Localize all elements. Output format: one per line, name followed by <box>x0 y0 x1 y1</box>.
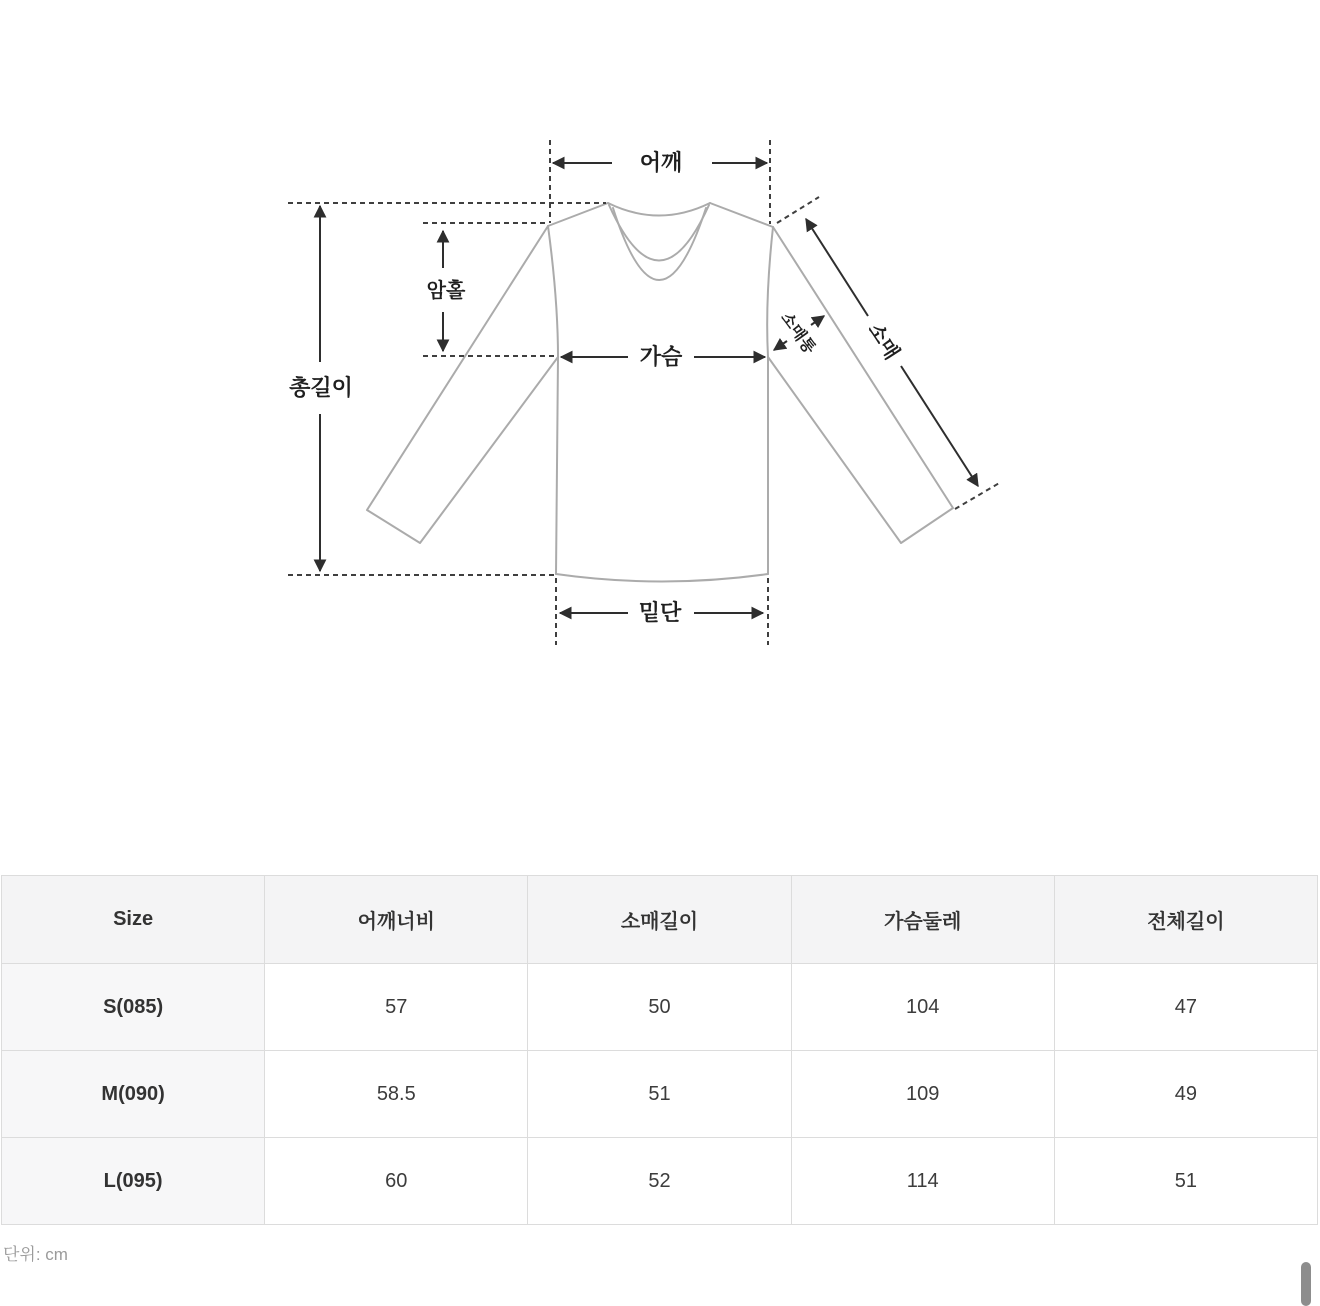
size-cell: M(090) <box>2 1051 265 1138</box>
chest-label: 가슴 <box>639 344 683 369</box>
table-row <box>2 964 1318 1051</box>
col-header-size: Size <box>2 876 265 964</box>
value-cell: 57 <box>265 964 528 1051</box>
size-cell: S(085) <box>2 964 265 1051</box>
measure-arrows <box>320 163 978 613</box>
col-header-chest-circumference: 가슴둘레 <box>791 876 1054 964</box>
value-cell: 104 <box>791 964 1054 1051</box>
tshirt-outline <box>367 203 953 582</box>
sleeve-label: 소매 <box>863 319 903 364</box>
col-header-total-length: 전체길이 <box>1054 876 1317 964</box>
shoulder-label: 어깨 <box>639 150 683 175</box>
col-header-shoulder-width: 어깨너비 <box>265 876 528 964</box>
table-header-row <box>2 876 1318 964</box>
guide-lines <box>288 140 1001 645</box>
value-cell: 47 <box>1054 964 1317 1051</box>
hem-label: 밑단 <box>638 600 682 625</box>
armhole-label: 암홀 <box>426 280 466 302</box>
size-cell: L(095) <box>2 1138 265 1225</box>
value-cell: 58.5 <box>265 1051 528 1138</box>
vertical-scrollbar-thumb[interactable] <box>1301 1262 1311 1306</box>
value-cell: 114 <box>791 1138 1054 1225</box>
value-cell: 51 <box>528 1051 791 1138</box>
table-row <box>2 1051 1318 1138</box>
value-cell: 60 <box>265 1138 528 1225</box>
size-spec-table <box>1 875 1318 1225</box>
unit-note: 단위: cm <box>3 1245 68 1264</box>
value-cell: 50 <box>528 964 791 1051</box>
value-cell: 49 <box>1054 1051 1317 1138</box>
col-header-sleeve-length: 소매길이 <box>528 876 791 964</box>
total-length-label: 총길이 <box>289 375 353 400</box>
sleeve-width-label: 소매통 <box>777 309 819 358</box>
value-cell: 109 <box>791 1051 1054 1138</box>
value-cell: 51 <box>1054 1138 1317 1225</box>
table-row <box>2 1138 1318 1225</box>
value-cell: 52 <box>528 1138 791 1225</box>
